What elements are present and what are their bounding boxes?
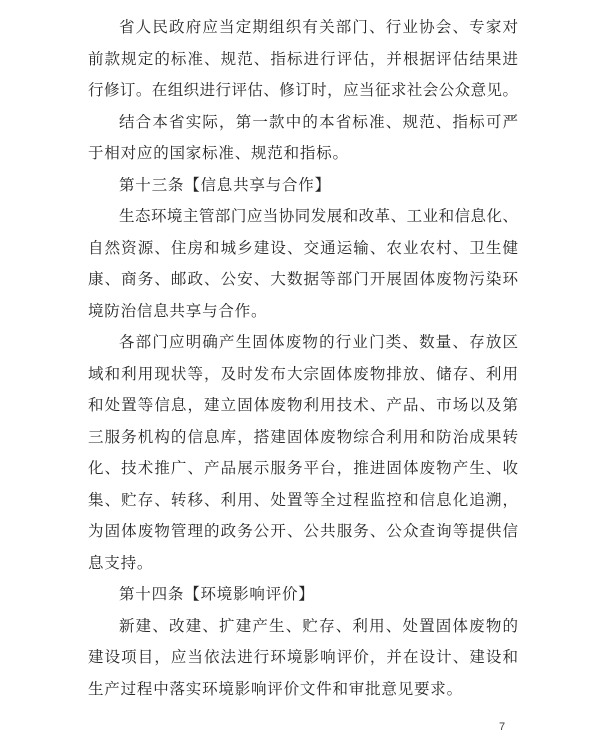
page-number: 7 [499, 721, 506, 733]
text-line: 康、商务、邮政、公安、大数据等部门开展固体废物污染环 [88, 271, 518, 288]
text-line: 域和利用现状等，及时发布大宗固体废物排放、储存、利用 [88, 365, 518, 383]
text-line: 自然资源、住房和城乡建设、交通运输、农业农村、卫生健 [88, 239, 518, 257]
text-line: 省人民政府应当定期组织有关部门、行业协会、专家对 [119, 19, 518, 36]
text-line: 化、技术推广、产品展示服务平台，推进固体废物产生、收 [88, 460, 518, 477]
text-line: 和处置等信息，建立固体废物利用技术、产品、市场以及第 [88, 397, 518, 414]
text-line: 生产过程中落实环境影响评价文件和审批意见要求。 [88, 680, 463, 698]
text-line: 三服务机构的信息库，搭建固体废物综合利用和防治成果转 [88, 428, 518, 446]
text-line: 为固体废物管理的政务公开、公共服务、公众查询等提供信 [88, 523, 518, 540]
document-text-block [88, 12, 518, 705]
text-line: 结合本省实际，第一款中的本省标准、规范、指标可严 [119, 113, 518, 131]
text-line: 第十三条【信息共享与合作】 [119, 176, 331, 194]
text-line: 前款规定的标准、规范、指标进行评估，并根据评估结果进 [88, 50, 518, 68]
text-line: 于相对应的国家标准、规范和指标。 [88, 145, 349, 162]
text-line: 集、贮存、转移、利用、处置等全过程监控和信息化追溯， [88, 491, 518, 509]
text-line: 各部门应明确产生固体废物的行业门类、数量、存放区 [119, 334, 518, 351]
text-line: 生态环境主管部门应当协同发展和改革、工业和信息化、 [119, 208, 518, 225]
text-line: 第十四条【环境影响评价】 [119, 586, 315, 603]
text-line: 建设项目，应当依法进行环境影响评价，并在设计、建设和 [88, 649, 518, 666]
text-line: 境防治信息共享与合作。 [88, 302, 268, 320]
text-line: 行修订。在组织进行评估、修订时，应当征求社会公众意见。 [88, 82, 518, 99]
text-line: 新建、改建、扩建产生、贮存、利用、处置固体废物的 [119, 617, 518, 635]
text-line: 息支持。 [88, 554, 154, 572]
